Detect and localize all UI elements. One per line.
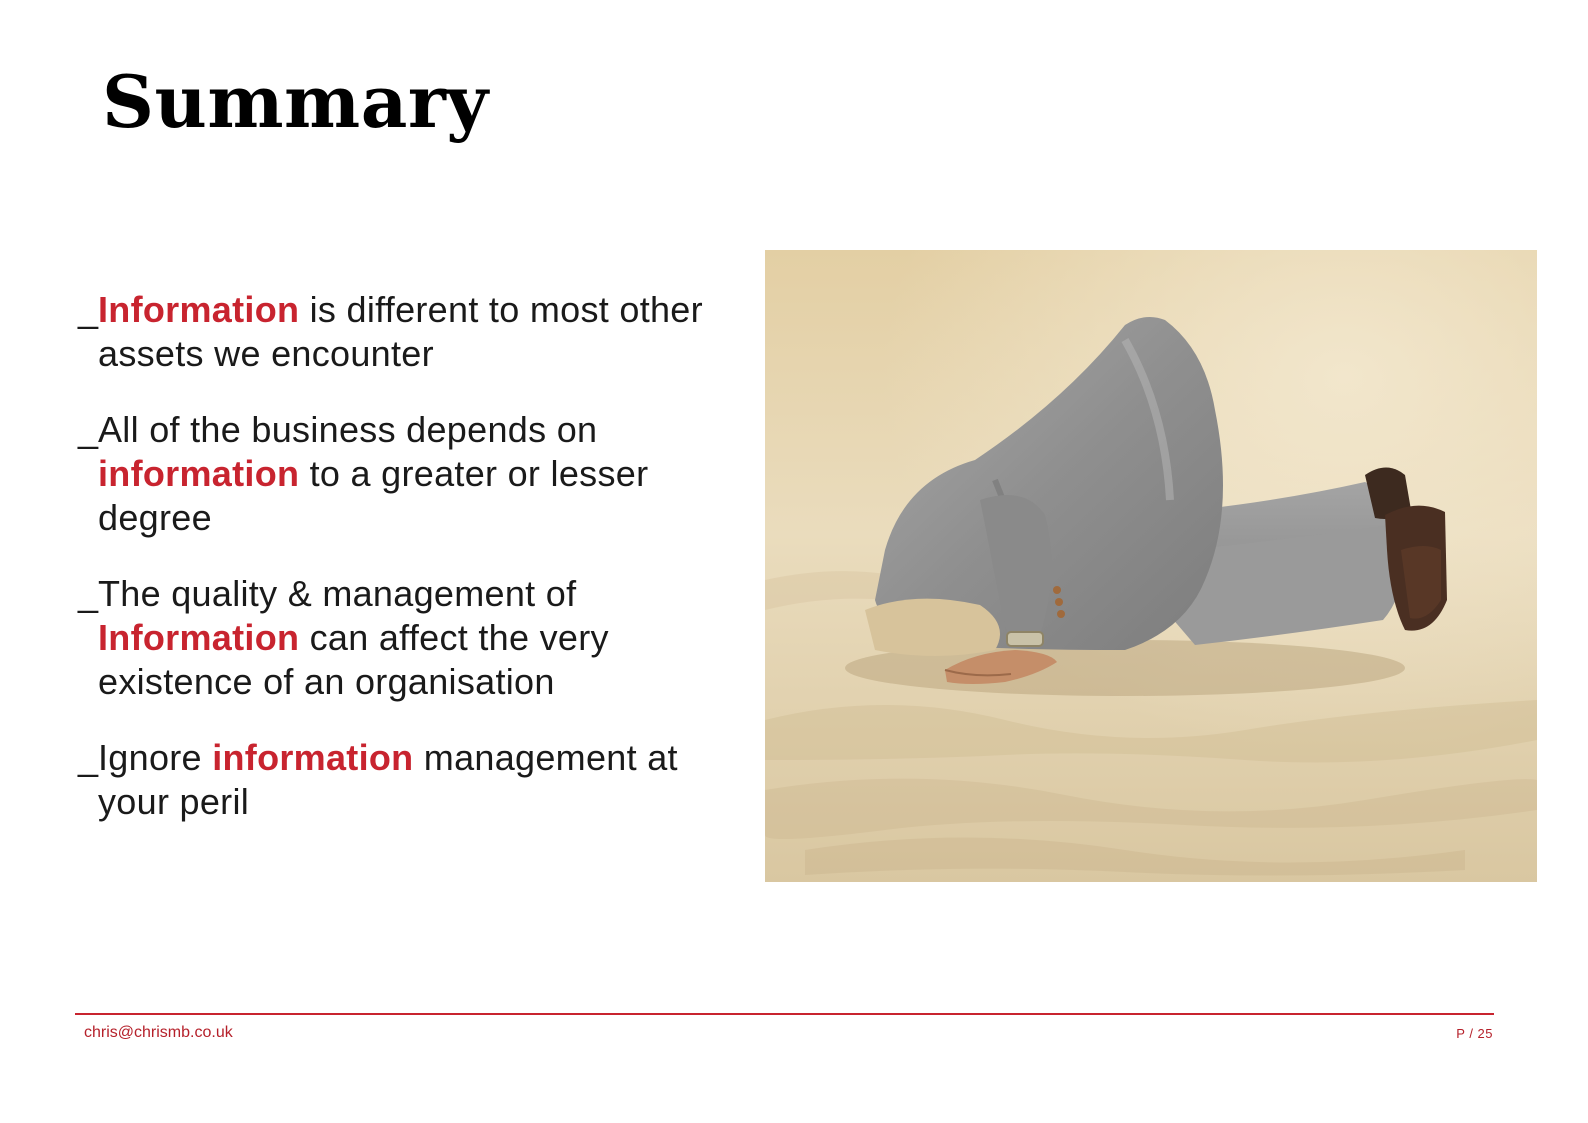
bullet-highlight: Information xyxy=(98,617,300,658)
bullet-highlight: Information xyxy=(98,289,300,330)
bullet-text-after: to a greater or lesser degree xyxy=(98,453,649,538)
bullet-text-after: can affect the very existence of an organisation xyxy=(98,617,609,702)
footer-email: chris@chrismb.co.uk xyxy=(84,1024,233,1041)
slide-title: Summary xyxy=(102,59,489,144)
head-in-sand-photo xyxy=(765,250,1537,882)
bullet-marker: _ xyxy=(78,573,99,614)
bullet-highlight: information xyxy=(98,453,300,494)
bullet-item xyxy=(80,408,720,540)
bullet-text-after: management at your peril xyxy=(98,737,678,822)
bullet-item xyxy=(80,288,720,376)
bullet-text-before: The quality & management of xyxy=(98,573,577,614)
bullet-marker: _ xyxy=(78,289,99,330)
bullet-item xyxy=(80,736,720,824)
bullet-marker: _ xyxy=(78,409,99,450)
footer-divider xyxy=(75,1013,1494,1015)
bullet-highlight: information xyxy=(212,737,414,778)
bullet-list xyxy=(80,288,720,856)
bullet-text-before: All of the business depends on xyxy=(98,409,598,450)
bullet-item xyxy=(80,572,720,704)
head-in-sand-illustration xyxy=(765,250,1537,882)
page-number: P / 25 xyxy=(1456,1026,1493,1041)
bullet-marker: _ xyxy=(78,737,99,778)
bullet-text-before: Ignore xyxy=(98,737,213,778)
bullet-text-after: is different to most other assets we encounter xyxy=(98,289,703,374)
